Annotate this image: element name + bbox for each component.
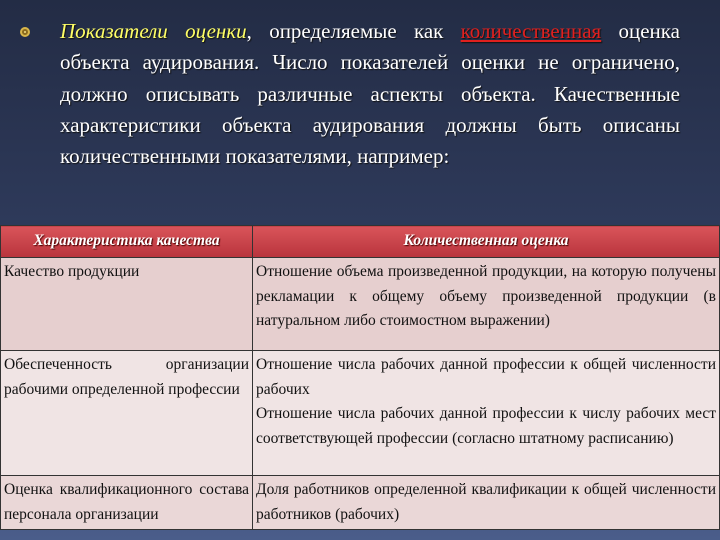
intro-text-2: оценка объекта аудирования. Число показателей оценки не ограничено, должно описывать различные аспекты объекта. Качественные характеристики объекта аудирования должны быть описаны количественными показателями, например:: [60, 19, 680, 169]
assessment-text: Отношение числа рабочих данной профессии к числу рабочих мест соответствующей профессии (согласно штатному расписанию): [256, 405, 716, 447]
table-row: [1, 258, 720, 351]
cell-assessment: [253, 476, 720, 530]
intro-emphasis: Показатели оценки: [60, 19, 247, 43]
intro-paragraph: [60, 16, 680, 172]
cell-assessment: [253, 351, 720, 476]
header-quality: Характеристика качества: [1, 226, 253, 258]
assessment-text: Отношение объема произведенной продукции, на которую получены рекламации к общему объему произведенной продукции (в натуральном либо стоимостном выражении): [256, 263, 716, 329]
cell-quality: Качество продукции: [1, 258, 253, 351]
header-assessment: Количественная оценка: [253, 226, 720, 258]
intro-link[interactable]: количественная: [460, 19, 602, 43]
table-header-row: [1, 226, 720, 258]
table-row: [1, 351, 720, 476]
table-row: [1, 476, 720, 530]
assessment-text: Доля работников определенной квалификации к общей численности работников (рабочих): [256, 481, 716, 523]
quality-assessment-table: [0, 225, 720, 530]
bullet-icon: [20, 27, 30, 37]
cell-assessment: [253, 258, 720, 351]
assessment-text: Отношение числа рабочих данной профессии к общей численности рабочих: [256, 356, 716, 398]
cell-quality: Оценка квалификационного состава персонала организации: [1, 476, 253, 530]
intro-text-1: , определяемые как: [246, 19, 461, 43]
cell-quality: Обеспеченность организации рабочими определенной профессии: [1, 351, 253, 476]
